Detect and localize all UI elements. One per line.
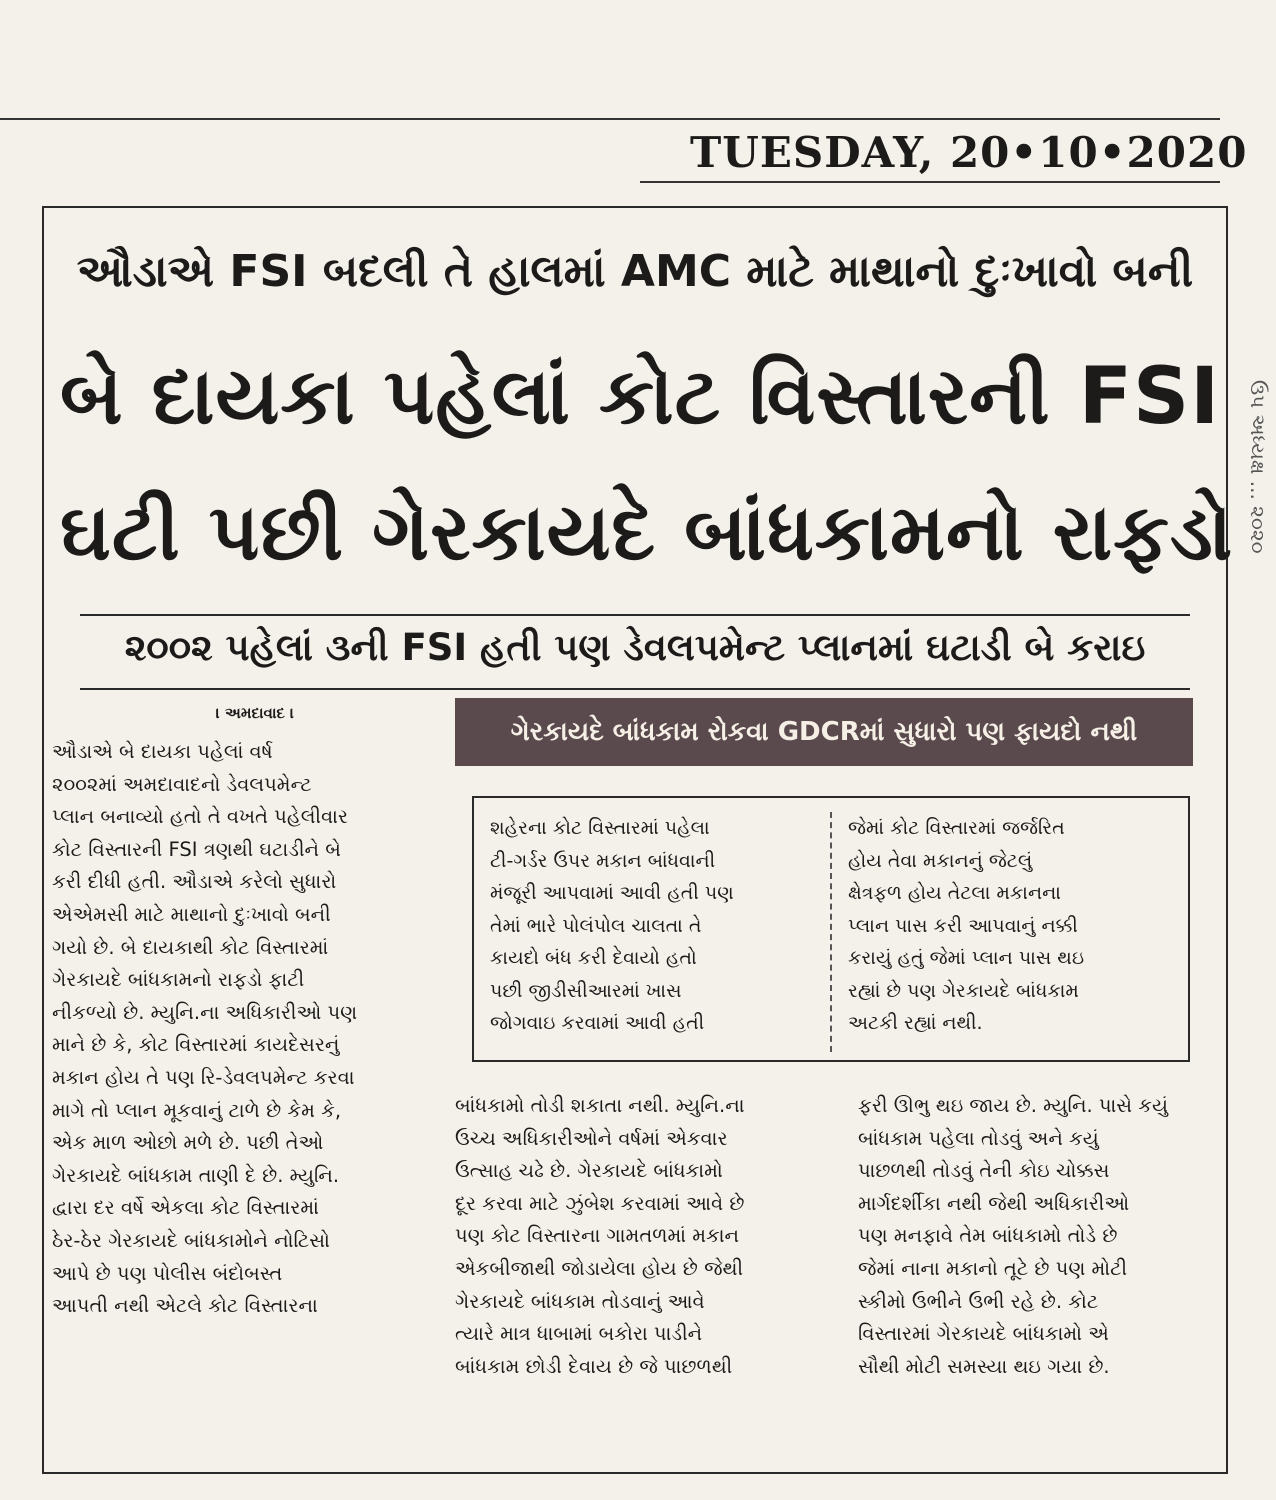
- box-line: પછી જીડીસીઆરમાં ખાસ: [490, 979, 682, 1002]
- box-line: શહેરના કોટ વિસ્તારમાં પહેલા: [490, 817, 710, 839]
- body-column-2: [455, 1090, 825, 1383]
- top-rule: [0, 118, 1220, 120]
- body-line: માને છે કે, કોટ વિસ્તારમાં કાયદેસરનું: [52, 1033, 340, 1057]
- body-line: પણ કોટ વિસ્તારના ગામતળમાં મકાન: [455, 1224, 740, 1248]
- body-line: મકાન હોય તે પણ રિ-ડેવલપમેન્ટ કરવા: [52, 1065, 355, 1089]
- kicker: ઔડાએ FSI બદલી તે હાલમાં AMC માટે માથાનો દુઃખાવો બની: [76, 246, 1194, 297]
- body-line: પણ મનફાવે તેમ બાંધકામો તોડે છે: [858, 1224, 1118, 1248]
- body-line: ગેરકાયદે બાંધકામ તાણી દે છે. મ્યુનિ.: [52, 1163, 340, 1187]
- body-line: ઉત્સાહ ચઢે છે. ગેરકાયદે બાંધકામો: [455, 1159, 723, 1183]
- headline-line-2: ઘટી પછી ગેરકાયદે બાંધકામનો રાફડો: [60, 488, 1234, 578]
- box-line: જેમાં કોટ વિસ્તારમાં જર્જરિત: [848, 817, 1065, 839]
- body-line: એકબીજાથી જોડાયેલા હોય છે જેથી: [455, 1256, 744, 1280]
- body-line: પાછળથી તોડવું તેની કોઇ ચોક્કસ: [858, 1159, 1110, 1183]
- body-line: ૨૦૦૨માં અમદાવાદનો ડેવલપમેન્ટ: [52, 772, 312, 796]
- body-line: નીકળ્યો છે. મ્યુનિ.ના અધિકારીઓ પણ: [52, 1000, 358, 1024]
- issue-date: TUESDAY, 20•10•2020: [690, 128, 1248, 177]
- margin-handwriting: ઉપ અધ્યક્ષ ... ૨૦૨૦: [1246, 380, 1270, 554]
- body-line: દ્વારા દર વર્ષે એકલા કોટ વિસ્તારમાં: [52, 1196, 319, 1220]
- body-line: માગે તો પ્લાન મૂકવાનું ટાળે છે કેમ કે,: [52, 1098, 342, 1122]
- body-column-1: [52, 736, 427, 1323]
- box-column-2: [848, 812, 1173, 1040]
- box-divider: [830, 812, 832, 1052]
- box-line: કરાયું હતું જેમાં પ્લાન પાસ થઇ: [848, 947, 1085, 969]
- body-line: આપે છે પણ પોલીસ બંદોબસ્ત: [52, 1261, 283, 1285]
- box-line: મંજૂરી આપવામાં આવી હતી પણ: [490, 882, 734, 904]
- box-line: હોય તેવા મકાનનું જેટલું: [848, 849, 1033, 872]
- body-line: માર્ગદર્શીકા નથી જેથી અધિકારીઓ: [858, 1191, 1130, 1215]
- box-line: ટી-ગર્ડર ઉપર મકાન બાંધવાની: [490, 849, 716, 872]
- subhead-rule-top: [80, 614, 1190, 616]
- body-line: આપતી નથી એટલે કોટ વિસ્તારના: [52, 1294, 318, 1318]
- body-line: બાંધકામ છોડી દેવાય છે જે પાછળથી: [455, 1354, 733, 1378]
- body-line: કોટ વિસ્તારની FSI ત્રણથી ઘટાડીને બે: [52, 837, 341, 861]
- box-line: રહ્યાં છે પણ ગેરકાયદે બાંધકામ: [848, 979, 1079, 1002]
- body-line: ત્યારે માત્ર ધાબામાં બકોરા પાડીને: [455, 1322, 703, 1346]
- body-line: સૌથી મોટી સમસ્યા થઇ ગયા છે.: [858, 1354, 1110, 1378]
- subhead-rule-bottom: [80, 688, 1190, 690]
- body-line: ફરી ઊભુ થઇ જાય છે. મ્યુનિ. પાસે કયું: [858, 1094, 1169, 1117]
- box-line: જોગવાઇ કરવામાં આવી હતી: [490, 1012, 705, 1034]
- body-line: બાંધકામ પહેલા તોડવું અને કયું: [858, 1126, 1099, 1150]
- body-line: ગેરકાયદે બાંધકામ તોડવાનું આવે: [455, 1289, 705, 1313]
- headline-line-1: બે દાયકા પહેલાં કોટ વિસ્તારની FSI: [60, 352, 1221, 442]
- body-line: સ્કીમો ઉભીને ઉભી રહે છે. કોટ: [858, 1289, 1099, 1313]
- body-line: એએમસી માટે માથાનો દુઃખાવો બની: [52, 902, 331, 926]
- dateline: । અમદાવાદ ।: [215, 704, 295, 722]
- box-line: પ્લાન પાસ કરી આપવાનું નક્કી: [848, 914, 1078, 937]
- body-line: કરી દીધી હતી. ઔડાએ કરેલો સુધારો: [52, 870, 337, 894]
- box-line: કાયદો બંધ કરી દેવાયો હતો: [490, 947, 697, 969]
- body-line: ગયો છે. બે દાયકાથી કોટ વિસ્તારમાં: [52, 935, 329, 959]
- body-line: ગેરકાયદે બાંધકામનો રાફડો ફાટી: [52, 968, 305, 992]
- subheadline: ૨૦૦૨ પહેલાં ૩ની FSI હતી પણ ડેવલપમેન્ટ પ્લાનમાં ઘટાડી બે કરાઇ: [124, 626, 1146, 669]
- body-line: ઔડાએ બે દાયકા પહેલાં વર્ષ: [52, 740, 273, 763]
- body-line: વિસ્તારમાં ગેરકાયદે બાંધકામો એ: [858, 1322, 1109, 1346]
- body-line: ઠેર-ઠેર ગેરકાયદે બાંધકામોને નોટિસો: [52, 1228, 330, 1252]
- body-line: બાંધકામો તોડી શકાતા નથી. મ્યુનિ.ના: [455, 1094, 745, 1117]
- body-line: દૂર કરવા માટે ઝુંબેશ કરવામાં આવે છે: [455, 1191, 745, 1215]
- box-line: તેમાં ભારે પોલંપોલ ચાલતા તે: [490, 914, 702, 937]
- body-line: પ્લાન બનાવ્યો હતો તે વખતે પહેલીવાર: [52, 805, 349, 829]
- body-line: જેમાં નાના મકાનો તૂટે છે પણ મોટી: [858, 1256, 1128, 1280]
- box-line: ક્ષેત્રફળ હોય તેટલા મકાનના: [848, 882, 1061, 904]
- box-column-1: [490, 812, 815, 1040]
- date-rule: [640, 181, 1220, 183]
- box-line: અટકી રહ્યાં નથી.: [848, 1012, 983, 1034]
- box-heading: ગેરકાયદે બાંધકામ રોકવા GDCRમાં સુધારો પણ ફાયદો નથી: [455, 698, 1193, 766]
- body-column-3: [858, 1090, 1226, 1383]
- body-line: એક માળ ઓછો મળે છે. પછી તેઓ: [52, 1131, 324, 1155]
- body-line: ઉચ્ચ અધિકારીઓને વર્ષમાં એકવાર: [455, 1126, 728, 1150]
